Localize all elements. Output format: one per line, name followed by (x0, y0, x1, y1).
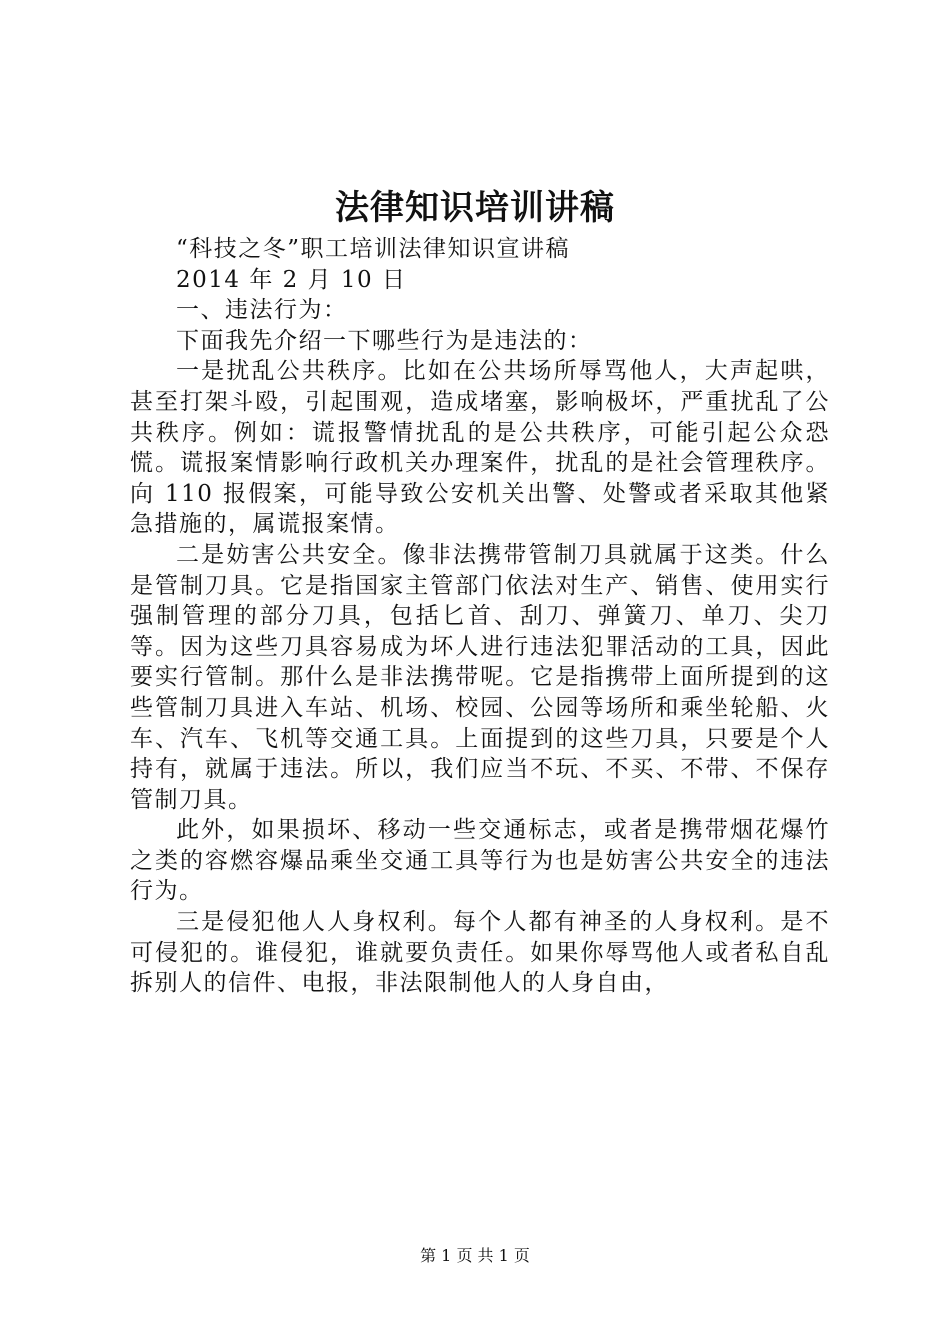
paragraph-additional: 此外，如果损坏、移动一些交通标志，或者是携带烟花爆竹之类的容燃容爆品乘坐交通工具等行为也是妨害公共安全的违法行为。 (130, 817, 830, 905)
paragraph-section-heading: 一、违法行为： (176, 297, 348, 324)
document-body (130, 234, 830, 999)
paragraph-date: 2014 年 2 月 10 日 (176, 266, 407, 293)
paragraph-public-safety: 二是妨害公共安全。像非法携带管制刀具就属于这类。什么是管制刀具。它是指国家主管部门依法对生产、销售、使用实行强制管理的部分刀具，包括匕首、刮刀、弹簧刀、单刀、尖刀等。因为这些刀具容易成为坏人进行违法犯罪活动的工具，因此要实行管制。那什么是非法携带呢。它是指携带上面所提到的这些管制刀具进入车站、机场、校园、公园等场所和乘坐轮船、火车、汽车、飞机等交通工具。上面提到的这些刀具，只要是个人持有，就属于违法。所以，我们应当不玩、不买、不带、不保存管制刀具。 (130, 541, 830, 813)
paragraph-subtitle: “科技之冬”职工培训法律知识宣讲稿 (176, 236, 571, 262)
paragraph-intro: 下面我先介绍一下哪些行为是违法的： (176, 327, 593, 354)
document-title: 法律知识培训讲稿 (335, 188, 615, 228)
paragraph-public-order: 一是扰乱公共秩序。比如在公共场所辱骂他人，大声起哄，甚至打架斗殴，引起围观，造成堵塞，影响极坏，严重扰乱了公共秩序。例如：谎报警情扰乱的是公共秩序，可能引起公众恐慌。谎报案情影响行政机关办理案件，扰乱的是社会管理秩序。向 110 报假案，可能导致公安机关出警、处警或者采取其他紧急措施的，属谎报案情。 (130, 358, 830, 538)
page-footer: 第 1 页 共 1 页 (420, 1246, 530, 1265)
paragraph-personal-rights: 三是侵犯他人人身权利。每个人都有神圣的人身权利。是不可侵犯的。谁侵犯，谁就要负责任。如果你辱骂他人或者私自乱拆别人的信件、电报，非法限制他人的人身自由， (130, 909, 830, 997)
